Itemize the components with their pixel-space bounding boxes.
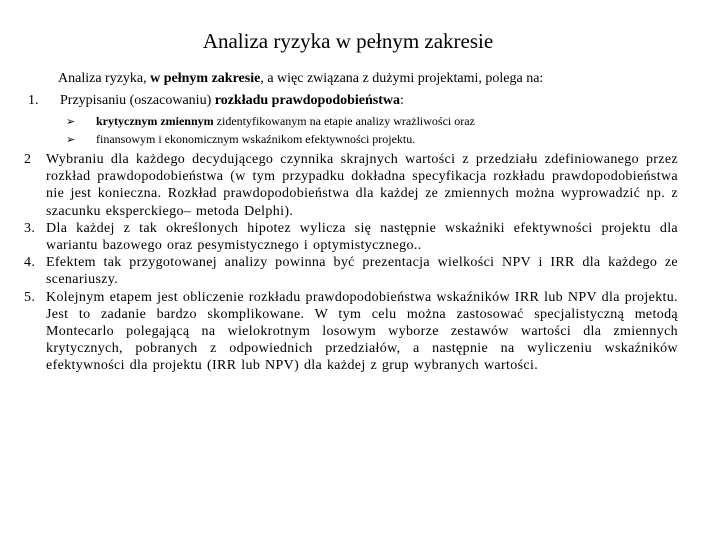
sub-item-text: zidentyfikowanym na etapie analizy wrażliwości oraz	[213, 114, 475, 128]
list-item-text: Efektem tak przygotowanej analizy powinna być prezentacja wielkości NPV i IRR dla każdego ze scenariuszy.	[46, 255, 678, 288]
list-item-number: 4.	[24, 255, 36, 271]
sub-item-1	[66, 114, 475, 130]
list-item-number: 5.	[24, 289, 36, 305]
list-item-number: 3.	[24, 220, 36, 236]
list-item-number: 2	[24, 152, 32, 167]
sub-item-text: finansowym i ekonomicznym wskaźnikom efektywności projektu.	[96, 132, 416, 146]
list-item-text: Kolejnym etapem jest obliczenie rozkładu prawdopodobieństwa wskaźników IRR lub NPV dla projektu. Jest to zadanie bardzo skomplikowane. W tym celu można zastosować specjalistyczną metodą Montecarlo polegającą na wielokrotnym losowym wyborze zestawów wartości dla zmiennych krytycznych, pobranych z odpowiednich przedziałów, a następnie na wyliczeniu wskaźników efektywności dla projektu (IRR lub NPV) dla każdej z grup wybranych wartości.	[46, 289, 678, 374]
list-item-text: Dla każdej z tak określonych hipotez wylicza się następnie wskaźniki efektywności projektu dla wariantu bazowego oraz pesymistycznego i optymistycznego..	[46, 220, 678, 254]
list-item-4	[24, 254, 678, 288]
list-item-text: Wybraniu dla każdego decydującego czynnika skrajnych wartości z przedziału zdefiniowanego przez rozkład prawdopodobieństwa (w tym przypadku dokładna specyfikacja rozkładu prawdopodobieństwa nie jest konieczna. Rozkład prawdopodobieństwa dla każdej ze zmiennych można wyprowadzić np. z szacunku eksperckiego– metoda Delphi).	[46, 152, 678, 219]
intro-text-bold: w pełnym zakresie	[150, 71, 261, 86]
intro-paragraph	[58, 70, 543, 88]
arrow-bullet-icon: ➢	[66, 134, 76, 146]
intro-text-pre: Analiza ryzyka,	[58, 71, 151, 86]
sub-item-2	[66, 132, 415, 148]
list-item-text-post: :	[400, 93, 404, 108]
list-item-text-bold: rozkładu prawdopodobieństwa	[214, 93, 401, 108]
intro-text-post: , a więc związana z dużymi projektami, polega na:	[260, 71, 544, 86]
slide-title: Analiza ryzyka w pełnym zakresie	[202, 29, 494, 53]
list-item-text-pre: Przypisaniu (oszacowaniu)	[60, 93, 215, 108]
list-item-5	[24, 289, 678, 375]
list-item-3	[24, 220, 678, 254]
list-item-1	[28, 92, 404, 110]
list-item-2	[24, 151, 678, 220]
arrow-bullet-icon: ➢	[66, 116, 76, 128]
sub-item-bold: krytycznym zmiennym	[96, 114, 214, 128]
list-item-number: 1.	[28, 93, 39, 108]
numbered-list	[24, 151, 678, 375]
